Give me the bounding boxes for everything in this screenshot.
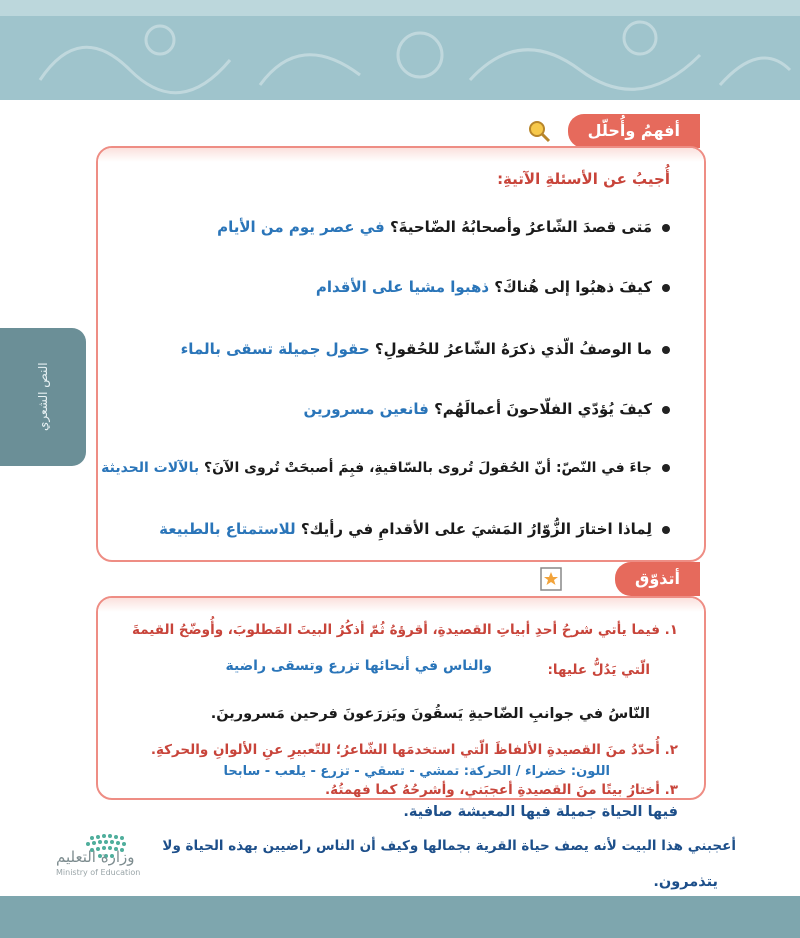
question-2 — [316, 278, 670, 296]
ministry-name: وزارة التعليم — [56, 848, 135, 866]
card-top-strip — [98, 148, 704, 162]
magnifier-icon — [526, 118, 552, 144]
side-tab-label: النص الشعري — [36, 362, 50, 432]
question-text: ما الوصفُ الّذي ذكرَهُ الشّاعرُ للحُقولِ؟ — [374, 340, 652, 358]
bullet — [662, 464, 670, 472]
question-text: مَتى قصدَ الشّاعرُ وأصحابُهُ الضّاحيةَ؟ — [389, 218, 652, 236]
exercise-1-line-2: الّتي يَدُلُّ عليها: — [547, 662, 650, 678]
question-4 — [303, 400, 670, 418]
bottom-strip — [0, 896, 800, 938]
exercise-1-line-1: ١. فيما يأتي شرحُ أحدِ أبياتِ القصيدةِ، أقرؤهُ ثُمّ أذكُرُ البيتَ المَطلوبَ، وأُوضّحُ القيمةَ — [132, 622, 678, 638]
exercise-3-answer-3: يتذمرون. — [653, 874, 718, 890]
question-text: جاءَ في النّصّ: أنّ الحُقولَ تُروى بالسّاقيةِ، فبِمَ أصبحَتْ تُروى الآنَ؟ — [203, 460, 652, 476]
calligraphy-pattern — [0, 0, 800, 100]
question-3 — [181, 340, 670, 358]
exercise-1-answer: والناس في أنحائها تزرع وتسقى راضية — [225, 658, 492, 674]
bullet — [662, 224, 670, 232]
questions-title: أُجيبُ عن الأسئلةِ الآتيةِ: — [497, 170, 670, 188]
ministry-name-en: Ministry of Education — [56, 868, 141, 877]
exercise-2: ٢. أُحدّدُ منَ القصيدةِ الألفاظَ الّتي استخدمَها الشّاعرُ؛ للتّعبيرِ عنِ الألوانِ والحركةِ. — [150, 742, 678, 758]
exercise-1-quote: النّاسُ في جوانبِ الضّاحيةِ يَسقُونَ ويَزرَعونَ فرحين مَسرورينَ. — [210, 706, 650, 722]
understand-header — [520, 114, 700, 148]
answer-text: للاستمتاع بالطبيعة — [159, 520, 296, 538]
answer-text: حقول جميلة تسقى بالماء — [180, 340, 370, 358]
bullet — [662, 406, 670, 414]
exercise-3: ٣. أختارُ بيتًا منَ القصيدةِ أعجبَني، وأشرحُهُ كما فهمتُهُ. — [325, 782, 678, 798]
exercise-2-answer: اللون: خضراء / الحركة: تمشي - تسقي - تزرع - يلعب - سابحا — [223, 764, 610, 779]
bullet — [662, 284, 670, 292]
bullet — [662, 526, 670, 534]
question-text: كيفَ ذهبُوا إلى هُناكَ؟ — [494, 278, 652, 296]
card-top-strip — [98, 598, 704, 612]
bullet — [662, 346, 670, 354]
exercise-3-answer-1: فيها الحياة جميلة فيها المعيشة صافية. — [403, 804, 678, 820]
answer-text: ذهبوا مشيا على الأقدام — [315, 278, 490, 296]
star-certificate-icon — [538, 566, 564, 592]
top-banner — [0, 0, 800, 100]
answer-text: بالآلات الحديثة — [101, 460, 200, 476]
question-1 — [217, 218, 670, 236]
appreciate-header — [530, 562, 700, 596]
answer-text: فانعين مسرورين — [303, 400, 429, 418]
question-5 — [101, 460, 670, 476]
question-text: لِماذا اختارَ الزُّوّارُ المَشيَ على الأقدامِ في رأيك؟ — [300, 520, 652, 538]
answer-text: في عصر يوم من الأيام — [217, 218, 385, 236]
exercise-3-answer-2: أعجبني هذا البيت لأنه يصف حياة القرية بجمالها وكيف أن الناس راضيين بهذه الحياة ولا — [162, 838, 736, 854]
appreciate-label: أتذوّق — [615, 562, 700, 596]
page-number: ١٠٩ — [58, 879, 84, 895]
question-6 — [159, 520, 670, 538]
chapter-side-tab — [0, 328, 86, 466]
understand-label: أفهمُ وأُحلّل — [568, 114, 700, 148]
question-text: كيفَ يُؤدّي الفلّاحونَ أعمالَهُم؟ — [434, 400, 652, 418]
